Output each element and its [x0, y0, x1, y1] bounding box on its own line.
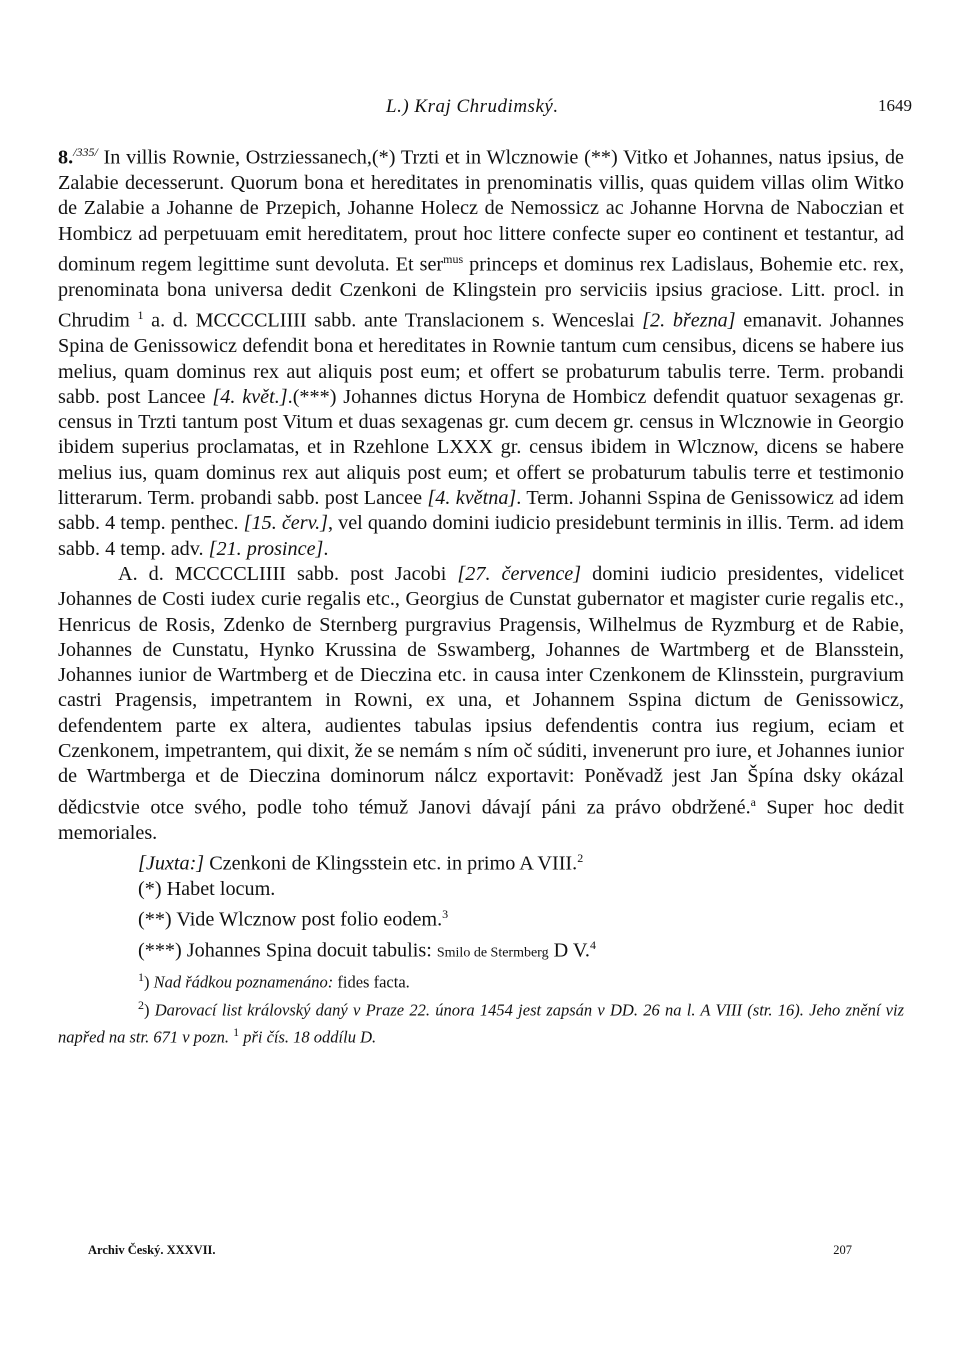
note-line [58, 877, 904, 902]
note-text: Habet locum. [161, 877, 276, 900]
page-header-title: L.) Kraj Chrudimský. [386, 96, 559, 117]
date-note: [4. květ.] [212, 385, 288, 408]
entry-number: 8. [58, 146, 74, 169]
date-note: [4. května] [427, 487, 517, 510]
document-body [58, 140, 904, 1049]
superscript: a [750, 794, 756, 809]
text-run: . [323, 537, 329, 560]
page-number: 1649 [878, 96, 912, 115]
text-run: A. d. MCCCCLIIII sabb. post Jacobi [118, 562, 458, 585]
note-lead: [Juxta:] [138, 852, 205, 875]
footnote-italic: Darovací list královský daný v Praze 22. února 1454 jest zapsán v DD. 26 na l. A VIII (str. 16). Jeho znění viz napřed na str. 671 v pozn. [58, 1000, 904, 1047]
text-run: princeps et dominus rex Ladislaus, Bohemie etc. rex, prenominata bona universa dedit Czenkoni de Klingstein pro serviciis ipsius graciose. Litt. procl. in Chrudim [58, 253, 905, 332]
date-note: [21. prosince] [208, 537, 324, 560]
footnote-mark: 1 [138, 970, 144, 985]
judgment-paragraph [58, 562, 904, 846]
footnote-text: fides facta. [333, 972, 410, 992]
note-text: Czenkoni de Klingsstein etc. in primo A VIII. [204, 852, 578, 875]
text-run: Super hoc dedit memoriales. [58, 796, 904, 844]
footnote-italic: Nad řádkou poznamenáno: [153, 972, 334, 992]
text-run: In villis Rownie, Ostrziessanech,(*) Trzti et in Wlcznowie (**) Vitko et Johannes, natus ipsius, de Zalabie decesserunt. Quorum bona et hereditates in prenominatis villis, quas quidem villas olim Witko de Zalabie a Johanne de Przepich, Johanne Holecz de Nemossicz ac Johanne Horvna de Naboczian et Hombicz ad perpetuuam emit hereditatem, prout hoc littere confecte super eo continent et testantur, ad dominum regem legittime sunt devoluta. Et ser [58, 146, 904, 276]
note-line [58, 902, 904, 933]
footnote-ref: 3 [442, 907, 449, 922]
note-lead: (***) [138, 940, 182, 963]
date-note: [27. července] [457, 562, 582, 585]
text-run: domini iudicio presidentes, videlicet Johannes de Costi iudex curie regalis etc., Georgius de Cunstat gubernator et magister curie regalis etc., Henricus de Rosis, Zdenko de Sternberg purgravius Pragensis, Wilhelmus de Ryzmburg et de Rabie, Johannes de Cunstatu, Hynko Krussina de Sswamberg, Johannes de Wartmberg et de Blansstein, Johannes iunior de Wartmberg et de Dieczina etc. in causa inter Czenkonem de Klinsstein, purgravium castri Pragensis, impetrantem in Rowni, ex una, et Johannem Sspina dictum de Genissowicz, defendentem parte ex altera, audientes tabulas ipsius defendentis contra ius regium, eciam et Czenkonem, impetrantem, qui dixit, že se nemám s ním oč súditi, invenerunt pro iure, et Johannes iunior de Wartmberga et de Dieczina dominorum nálcz exportavit: Poněvadž jest Jan Špína dsky okázal dědicstvie otce svého, podle toho témuž Janovi dávají páni za právo obdržené. [58, 562, 905, 819]
note-lead: (*) [138, 877, 162, 900]
entry-paragraph [58, 140, 904, 562]
footnote-ref: 2 [577, 850, 584, 865]
text-run: .(***) Johannes dictus Horyna de Hombicz defendit quatuor sexagenas gr. census in Trzti tantum post Vitum et duas sexagenas gr. cum decem gr. census in Wlcznowie in Georgio ibidem superius proclamatas, et in Rzehlone LXXX gr. census ibidem in Wlcznow, dicens se habere melius ius, quam dominus rex aut aliquis post eum; et offert se probaturum tabulis terre et testimonio litterarum. Term. probandi sabb. post Lancee [58, 385, 904, 510]
footnote-ref: 4 [589, 938, 596, 953]
text-run: emanavit. Johannes Spina de Genissowicz defendit bona et hereditates in Rownie tantum cum censibus, dicens se habere ius melius, quam dominus rex aut aliquis post eum; et offert se probaturum tabulis terre. Term. probandi sabb. post Lancee [58, 309, 905, 408]
footnote-2: $^2$) Darovací list královský daný v Praze 22. února 1454 jest zapsán v DD. 26 na l. A VIII (str. 16). Jeho znění viz napřed na str. 671 v pozn. $^1$ při čís. 18 oddílu D. [58, 997, 904, 1047]
note-line [58, 846, 904, 877]
note-text: D V. [548, 940, 590, 963]
footnote-mark: 2 [138, 997, 144, 1012]
date-note: [2. března] [642, 309, 736, 332]
small-caps-text: Smilo de Stermberg [436, 946, 549, 962]
footnote-italic: při čís. 18 oddílu D. [239, 1027, 377, 1047]
text-run: . Term. Johanni Sspina de Genissowicz ad idem sabb. 4 temp. penthec. [58, 487, 904, 535]
text-run: , vel quando domini iudicio presidebunt terminis in illis. Term. ad idem sabb. 4 temp. adv. [58, 512, 905, 560]
footnote-ref: 1 [137, 308, 144, 323]
page-footer [88, 1243, 852, 1258]
margin-reference: /335/ [73, 145, 98, 159]
marginal-notes [58, 846, 904, 966]
superscript: mus [443, 251, 464, 266]
note-lead: (**) [138, 909, 172, 932]
note-line [58, 933, 904, 966]
footnote-1: $^1$) Nad řádkou poznamenáno: fides facta. [138, 970, 410, 992]
note-text: Johannes Spina docuit tabulis: [181, 940, 437, 963]
note-text: Vide Wlcznow post folio eodem. [171, 909, 443, 932]
text-run: a. d. MCCCCLIIII sabb. ante Translacionem s. Wenceslai [143, 309, 643, 332]
date-note: [15. červ.] [243, 512, 328, 535]
footer-series: Archiv Český. XXXVII. [88, 1243, 216, 1257]
footer-sheet-number: 207 [833, 1243, 852, 1257]
footnote-ref: 1 [233, 1025, 240, 1040]
